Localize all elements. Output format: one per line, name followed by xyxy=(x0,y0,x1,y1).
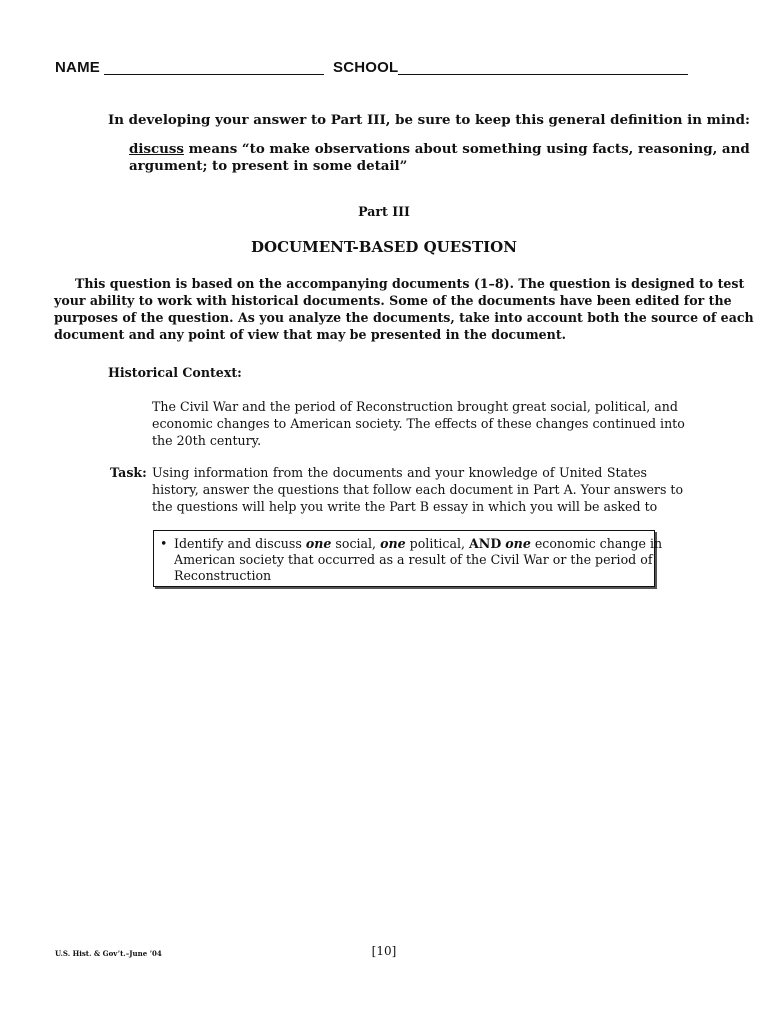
task-box-one-2: one xyxy=(380,536,406,551)
task-label: Task: xyxy=(110,465,147,480)
task-box-seg-3: political, xyxy=(405,536,470,551)
intro-line-2: your ability to work with historical documents. Some of the documents have been edited for the xyxy=(54,293,732,308)
task-line-1: Using information from the documents and your knowledge of United States xyxy=(152,465,647,480)
name-field[interactable] xyxy=(104,74,324,75)
historical-context-label: Historical Context: xyxy=(108,365,242,380)
intro-line-3: purposes of the question. As you analyze the documents, take into account both the source of each xyxy=(54,310,754,325)
definition-term: discuss xyxy=(129,141,184,157)
school-label: SCHOOL xyxy=(333,59,399,76)
name-label: NAME xyxy=(55,59,100,76)
task-box-seg-2: social, xyxy=(331,536,381,551)
task-line-2: history, answer the questions that follow each document in Part A. Your answers to xyxy=(152,482,684,497)
definition-line xyxy=(129,141,750,158)
task-box-and: AND xyxy=(469,536,502,551)
definition-meaning-1: means “to make observations about something using facts, reasoning, and xyxy=(183,141,750,157)
task-line-3: the questions will help you write the Part B essay in which you will be asked to xyxy=(152,499,658,514)
historical-context-line-2: economic changes to American society. The effects of these changes continued into xyxy=(152,416,685,431)
footer-exam-label: U.S. Hist. & Gov’t.–June ’04 xyxy=(55,949,162,958)
part-title: DOCUMENT-BASED QUESTION xyxy=(251,238,517,256)
definition-intro: In developing your answer to Part III, be sure to keep this general definition in mind: xyxy=(108,112,750,128)
historical-context-line-3: the 20th century. xyxy=(152,433,262,448)
task-box-one-3: one xyxy=(505,536,531,551)
task-box-bullet: • xyxy=(160,536,168,551)
page-number: [10] xyxy=(371,944,397,958)
intro-line-1: This question is based on the accompanying documents (1–8). The question is designed to test xyxy=(75,276,745,291)
task-box-seg-4: economic change in xyxy=(530,536,663,551)
historical-context-line-1: The Civil War and the period of Reconstruction brought great social, political, and xyxy=(152,399,678,414)
task-box-seg-1: Identify and discuss xyxy=(174,536,306,551)
definition-meaning-2: argument; to present in some detail” xyxy=(129,158,408,174)
task-box-line-3: Reconstruction xyxy=(174,568,272,583)
task-box-line-2: American society that occurred as a result of the Civil War or the period of xyxy=(174,552,653,567)
task-box-one-1: one xyxy=(305,536,332,551)
task-box-line-1 xyxy=(174,535,662,552)
school-field[interactable] xyxy=(398,74,688,75)
part-label: Part III xyxy=(358,204,410,219)
intro-line-4: document and any point of view that may be presented in the document. xyxy=(54,327,567,342)
